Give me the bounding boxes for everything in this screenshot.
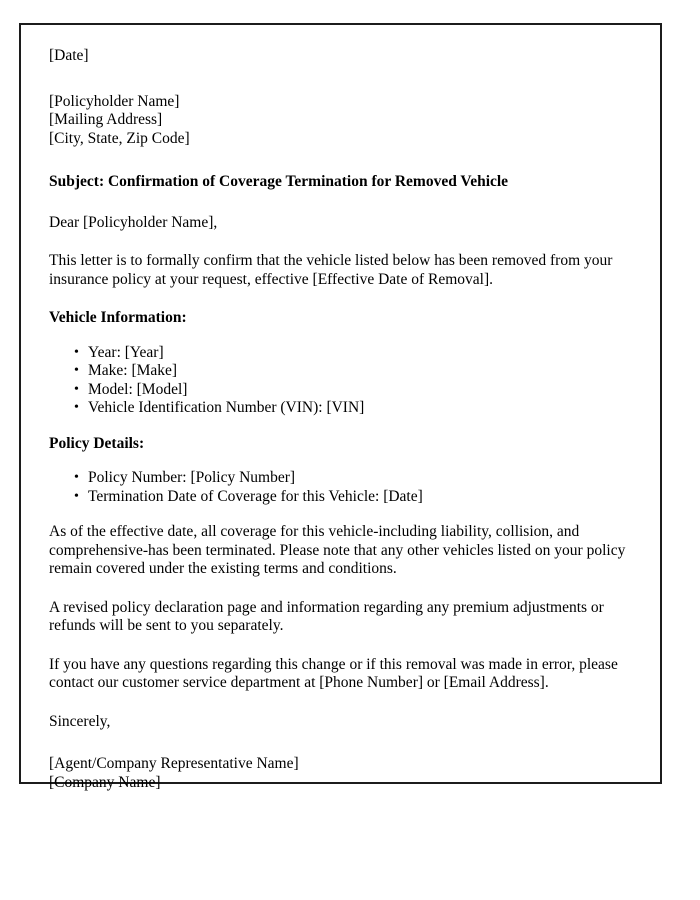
letter-page-frame [19, 23, 662, 791]
list-item: • Make: [Make] [49, 362, 637, 381]
spacer-after-address [49, 148, 637, 173]
subject-line: Subject: Confirmation of Coverage Termination for Removed Vehicle [49, 173, 509, 190]
coverage-termination-paragraph: As of the effective date, all coverage for this vehicle-including liability, collision, and comprehensive-has been terminated. Please note that any other vehicles listed on your policy remain covered under the existing terms and conditions. [49, 523, 626, 577]
spacer-after-closing [49, 731, 637, 755]
spacer-after-date [49, 66, 637, 93]
spacer-after-contact-paragraph [49, 693, 637, 713]
vehicle-information-heading: Vehicle Information: [49, 309, 187, 326]
spacer-after-intro [49, 289, 637, 309]
intro-paragraph: This letter is to formally confirm that the vehicle listed below has been removed from your insurance policy at your request, effective [Effective Date of Removal]. [49, 252, 613, 288]
list-item: • Model: [Model] [49, 381, 637, 400]
spacer-after-policy-list [49, 506, 637, 523]
signature-company-name: [Company Name] [49, 773, 161, 791]
salutation: Dear [Policyholder Name], [49, 213, 218, 231]
spacer-after-salutation [49, 232, 637, 252]
list-item: • Termination Date of Coverage for this Vehicle: [Date] [49, 488, 637, 507]
address-line-3: [City, State, Zip Code] [49, 129, 190, 147]
vehicle-information-list [49, 344, 637, 418]
policy-details-heading: Policy Details: [49, 434, 145, 452]
refund-paragraph: A revised policy declaration page and information regarding any premium adjustments or refunds will be sent to you separately. [49, 598, 604, 634]
spacer-after-policy-heading [49, 453, 637, 469]
address-line-2: [Mailing Address] [49, 111, 163, 128]
spacer-after-refund-paragraph [49, 636, 637, 656]
spacer-after-vehicle-list [49, 418, 637, 435]
list-item: • Year: [Year] [49, 344, 637, 363]
recipient-address-block [49, 93, 637, 149]
signature-representative-name: [Agent/Company Representative Name] [49, 755, 299, 772]
date-line: [Date] [49, 47, 89, 64]
list-item: • Vehicle Identification Number (VIN): [VIN] [49, 399, 637, 418]
spacer-after-subject [49, 192, 637, 214]
spacer-after-vehicle-heading [49, 328, 637, 344]
contact-paragraph: If you have any questions regarding this change or if this removal was made in error, please contact our customer service department at [Phone Number] or [Email Address]. [49, 655, 618, 691]
address-line-1: [Policyholder Name] [49, 92, 180, 110]
spacer-after-coverage-paragraph [49, 579, 637, 599]
letter-content [49, 47, 637, 792]
list-item: • Policy Number: [Policy Number] [49, 469, 637, 488]
policy-details-list [49, 469, 637, 506]
closing-line: Sincerely, [49, 712, 111, 730]
signature-block [49, 755, 637, 792]
